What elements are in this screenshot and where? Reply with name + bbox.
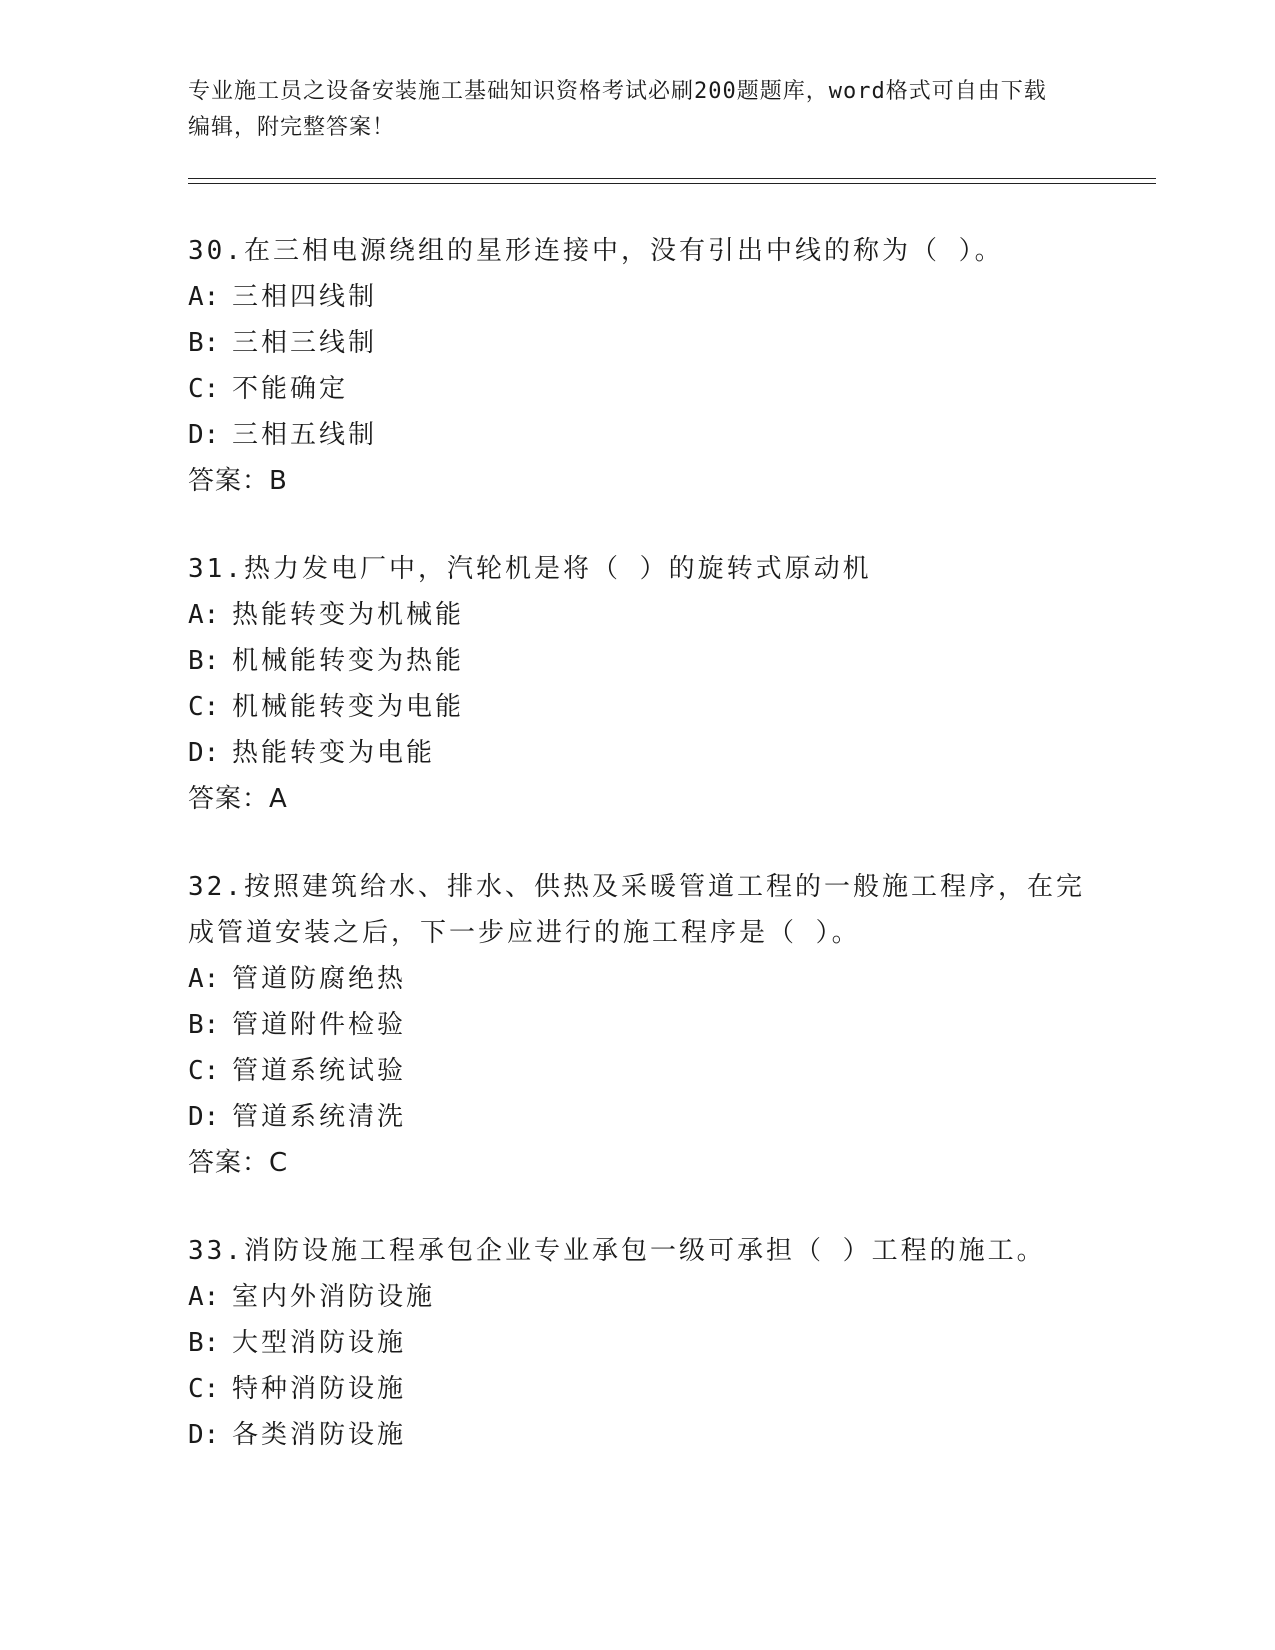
option-text: 热能转变为机械能 — [232, 600, 465, 630]
option-d — [188, 730, 1088, 776]
question-stem: 30.在三相电源绕组的星形连接中，没有引出中线的称为（ ）。 — [188, 236, 1004, 266]
header-divider-top — [188, 178, 1156, 179]
option-letter: D: — [188, 420, 220, 450]
option-text: 不能确定 — [232, 374, 349, 404]
question-31 — [188, 546, 1088, 822]
option-c — [188, 366, 1088, 412]
option-text: 管道系统清洗 — [232, 1102, 407, 1132]
option-letter: A: — [188, 600, 220, 630]
document-header: 专业施工员之设备安装施工基础知识资格考试必刷200题题库，word格式可自由下载编辑，附完整答案！ — [188, 79, 1047, 140]
option-letter: D: — [188, 738, 220, 768]
option-c — [188, 1366, 1088, 1412]
option-d — [188, 1094, 1088, 1140]
option-letter: C: — [188, 1374, 220, 1404]
option-text: 三相五线制 — [232, 420, 378, 450]
option-text: 三相四线制 — [232, 282, 378, 312]
question-32 — [188, 864, 1088, 1186]
option-a — [188, 592, 1088, 638]
option-letter: B: — [188, 1328, 220, 1358]
option-letter: D: — [188, 1102, 220, 1132]
option-text: 大型消防设施 — [232, 1328, 407, 1358]
option-letter: B: — [188, 646, 220, 676]
option-text: 热能转变为电能 — [232, 738, 436, 768]
option-c — [188, 1048, 1088, 1094]
header-divider-bottom — [188, 183, 1156, 184]
option-letter: B: — [188, 328, 220, 358]
option-a — [188, 1274, 1088, 1320]
option-b — [188, 1002, 1088, 1048]
option-letter: A: — [188, 282, 220, 312]
option-b — [188, 1320, 1088, 1366]
option-text: 机械能转变为电能 — [232, 692, 465, 722]
option-text: 管道系统试验 — [232, 1056, 407, 1086]
question-33 — [188, 1228, 1088, 1458]
option-text: 室内外消防设施 — [232, 1282, 436, 1312]
option-text: 特种消防设施 — [232, 1374, 407, 1404]
option-b — [188, 320, 1088, 366]
option-text: 机械能转变为热能 — [232, 646, 465, 676]
option-letter: A: — [188, 964, 220, 994]
answer: 答案：B — [188, 466, 288, 496]
option-d — [188, 412, 1088, 458]
question-stem: 31.热力发电厂中，汽轮机是将（ ）的旋转式原动机 — [188, 554, 872, 584]
option-letter: B: — [188, 1010, 220, 1040]
option-text: 三相三线制 — [232, 328, 378, 358]
answer: 答案：C — [188, 1148, 289, 1178]
option-letter: C: — [188, 1056, 220, 1086]
option-c — [188, 684, 1088, 730]
question-stem: 33.消防设施工程承包企业专业承包一级可承担（ ）工程的施工。 — [188, 1236, 1046, 1266]
option-text: 各类消防设施 — [232, 1420, 407, 1450]
option-letter: D: — [188, 1420, 220, 1450]
option-d — [188, 1412, 1088, 1458]
answer: 答案：A — [188, 784, 288, 814]
option-text: 管道附件检验 — [232, 1010, 407, 1040]
option-letter: C: — [188, 692, 220, 722]
option-letter: A: — [188, 1282, 220, 1312]
question-30 — [188, 228, 1088, 504]
question-stem: 32.按照建筑给水、排水、供热及采暖管道工程的一般施工程序，在完成管道安装之后，下一步应进行的施工程序是（ ）。 — [188, 872, 1085, 948]
option-letter: C: — [188, 374, 220, 404]
option-a — [188, 274, 1088, 320]
option-a — [188, 956, 1088, 1002]
option-text: 管道防腐绝热 — [232, 964, 407, 994]
option-b — [188, 638, 1088, 684]
